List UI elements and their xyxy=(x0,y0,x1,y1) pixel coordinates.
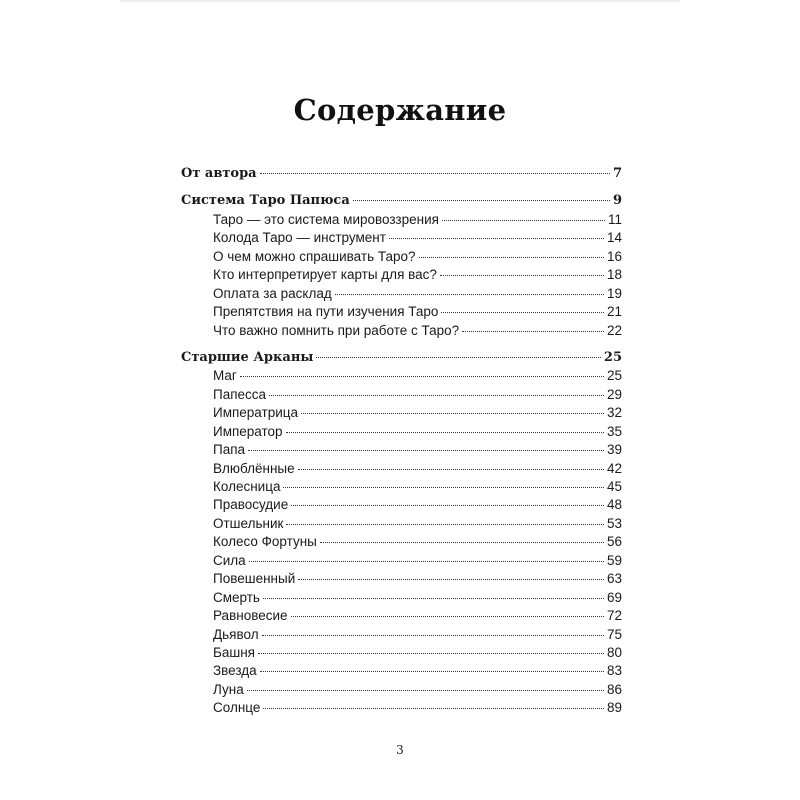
toc-entry-page-number: 53 xyxy=(606,515,622,531)
toc-entry-page-number: 11 xyxy=(607,211,622,227)
toc-entry xyxy=(181,404,622,422)
toc-entry-page-number: 42 xyxy=(606,460,622,476)
toc-entry xyxy=(181,570,622,588)
toc-entry xyxy=(181,211,622,229)
toc-entry-label: Колесо Фортуны xyxy=(213,534,317,550)
toc-entry-label: Императрица xyxy=(213,405,298,421)
toc-section-page-number: 7 xyxy=(612,166,622,181)
toc-entry-label: Что важно помнить при работе с Таро? xyxy=(213,322,460,338)
dot-leader xyxy=(389,238,604,239)
toc-section xyxy=(181,349,622,367)
toc-entry-page-number: 16 xyxy=(606,248,622,264)
toc-entry xyxy=(181,322,622,340)
toc-entry-page-number: 21 xyxy=(606,304,622,320)
dot-leader xyxy=(320,542,604,543)
toc-entry xyxy=(181,644,622,662)
toc-entry-label: Равновесие xyxy=(213,608,288,624)
toc-entry xyxy=(181,285,622,303)
toc-entry-page-number: 45 xyxy=(606,479,622,494)
toc-entry-label: Правосудие xyxy=(213,497,289,513)
toc-entry xyxy=(181,441,622,459)
toc-entry-page-number: 63 xyxy=(606,571,622,587)
toc-entry-label: Маг xyxy=(213,368,237,384)
toc-entry-label: Препятствия на пути изучения Таро xyxy=(213,304,439,320)
toc-entry-page-number: 86 xyxy=(606,681,622,697)
toc-entry-page-number: 59 xyxy=(606,552,622,568)
dot-leader xyxy=(286,432,604,433)
toc-entry-label: Сила xyxy=(213,552,246,568)
toc-entry-page-number: 89 xyxy=(606,700,622,716)
toc-entry-label: Звезда xyxy=(213,663,257,679)
toc-entry xyxy=(181,386,622,404)
toc-entry xyxy=(181,460,622,478)
toc-entry xyxy=(181,423,622,441)
toc-entry-page-number: 75 xyxy=(606,626,622,642)
dot-leader xyxy=(353,200,610,201)
toc-entry-label: Влюблённые xyxy=(213,460,295,476)
dot-leader xyxy=(440,275,604,276)
dot-leader xyxy=(335,294,604,295)
toc-entry-label: Папесса xyxy=(213,386,267,402)
toc-entry-label: О чем можно спрашивать Таро? xyxy=(213,248,416,264)
toc-entry xyxy=(181,662,622,680)
toc-entry-label: Луна xyxy=(213,681,244,697)
toc-entry-page-number: 80 xyxy=(606,644,622,660)
page-title: Содержание xyxy=(293,93,507,127)
toc-entry-label: Император xyxy=(213,423,283,439)
toc-entry-label: Папа xyxy=(213,442,246,458)
toc-entry xyxy=(181,229,622,247)
toc-entry xyxy=(181,248,622,266)
toc-entry-page-number: 69 xyxy=(606,589,622,605)
toc-section-page-number: 9 xyxy=(612,193,622,209)
toc-entry xyxy=(181,699,622,717)
toc-entry-label: Повешенный xyxy=(213,571,296,587)
toc-entry xyxy=(181,552,622,570)
dot-leader xyxy=(258,653,604,654)
dot-leader xyxy=(269,395,604,396)
toc-section-page-number: 25 xyxy=(603,349,622,365)
dot-leader xyxy=(316,357,601,358)
toc-entry-label: Башня xyxy=(213,644,255,660)
toc-entry-page-number: 56 xyxy=(606,534,622,550)
dot-leader xyxy=(298,579,604,580)
toc-entry xyxy=(181,626,622,644)
toc-entry-label: Оплата за расклад xyxy=(213,285,332,301)
page-top-shadow xyxy=(120,0,680,3)
dot-leader xyxy=(262,635,604,636)
toc-entry-page-number: 72 xyxy=(606,608,622,624)
toc-entry xyxy=(181,496,622,514)
toc-entry-page-number: 14 xyxy=(606,230,622,246)
toc-entry xyxy=(181,607,622,625)
toc-entry xyxy=(181,515,622,533)
toc-entry xyxy=(181,681,622,699)
toc-entry-page-number: 19 xyxy=(606,285,622,301)
dot-leader xyxy=(248,450,604,451)
dot-leader xyxy=(260,671,604,672)
toc-entry-page-number: 39 xyxy=(606,442,622,458)
toc-entry-page-number: 22 xyxy=(606,322,622,338)
dot-leader xyxy=(240,376,604,377)
toc-entry xyxy=(181,266,622,284)
toc-entry-label: Кто интерпретирует карты для вас? xyxy=(213,267,437,283)
toc-entry-label: Дьявол xyxy=(213,626,259,642)
toc-entry xyxy=(181,589,622,607)
toc-entry-page-number: 83 xyxy=(606,663,622,679)
toc-entry-page-number: 32 xyxy=(606,405,622,421)
dot-leader xyxy=(283,487,604,488)
toc-entry-label: Таро — это система мировоззрения xyxy=(213,211,439,227)
toc-section-label: Система Таро Папюса xyxy=(181,193,350,209)
toc-section-label: Старшие Арканы xyxy=(181,349,314,365)
dot-leader xyxy=(441,312,604,313)
page-number: 3 xyxy=(396,743,404,757)
toc-entry-label: Колесница xyxy=(213,479,281,494)
dot-leader xyxy=(286,524,604,525)
dot-leader xyxy=(442,220,605,221)
toc-section-label: От автора xyxy=(181,166,257,181)
toc-entry-label: Колода Таро — инструмент xyxy=(213,230,386,246)
dot-leader xyxy=(249,561,604,562)
toc-entry-page-number: 35 xyxy=(606,423,622,439)
toc-entry-page-number: 25 xyxy=(606,368,622,384)
toc-section xyxy=(181,165,622,183)
dot-leader xyxy=(247,690,604,691)
toc-entry xyxy=(181,367,622,385)
toc-entry xyxy=(181,533,622,551)
section-spacer xyxy=(181,340,622,349)
toc-section xyxy=(181,192,622,210)
toc-entry xyxy=(181,303,622,321)
toc-entry xyxy=(181,478,622,496)
toc-entry-label: Смерть xyxy=(213,589,260,605)
section-spacer xyxy=(181,183,622,192)
dot-leader xyxy=(462,331,604,332)
dot-leader xyxy=(301,413,604,414)
dot-leader xyxy=(419,257,604,258)
toc-entry-label: Солнце xyxy=(213,700,261,716)
dot-leader xyxy=(263,598,604,599)
dot-leader xyxy=(291,505,604,506)
dot-leader xyxy=(263,708,604,709)
toc-entry-page-number: 48 xyxy=(606,497,622,513)
table-of-contents xyxy=(181,165,622,718)
dot-leader xyxy=(260,173,610,174)
dot-leader xyxy=(298,469,604,470)
dot-leader xyxy=(291,616,604,617)
toc-entry-page-number: 29 xyxy=(606,386,622,402)
toc-entry-page-number: 18 xyxy=(606,267,622,283)
toc-entry-label: Отшельник xyxy=(213,515,284,531)
